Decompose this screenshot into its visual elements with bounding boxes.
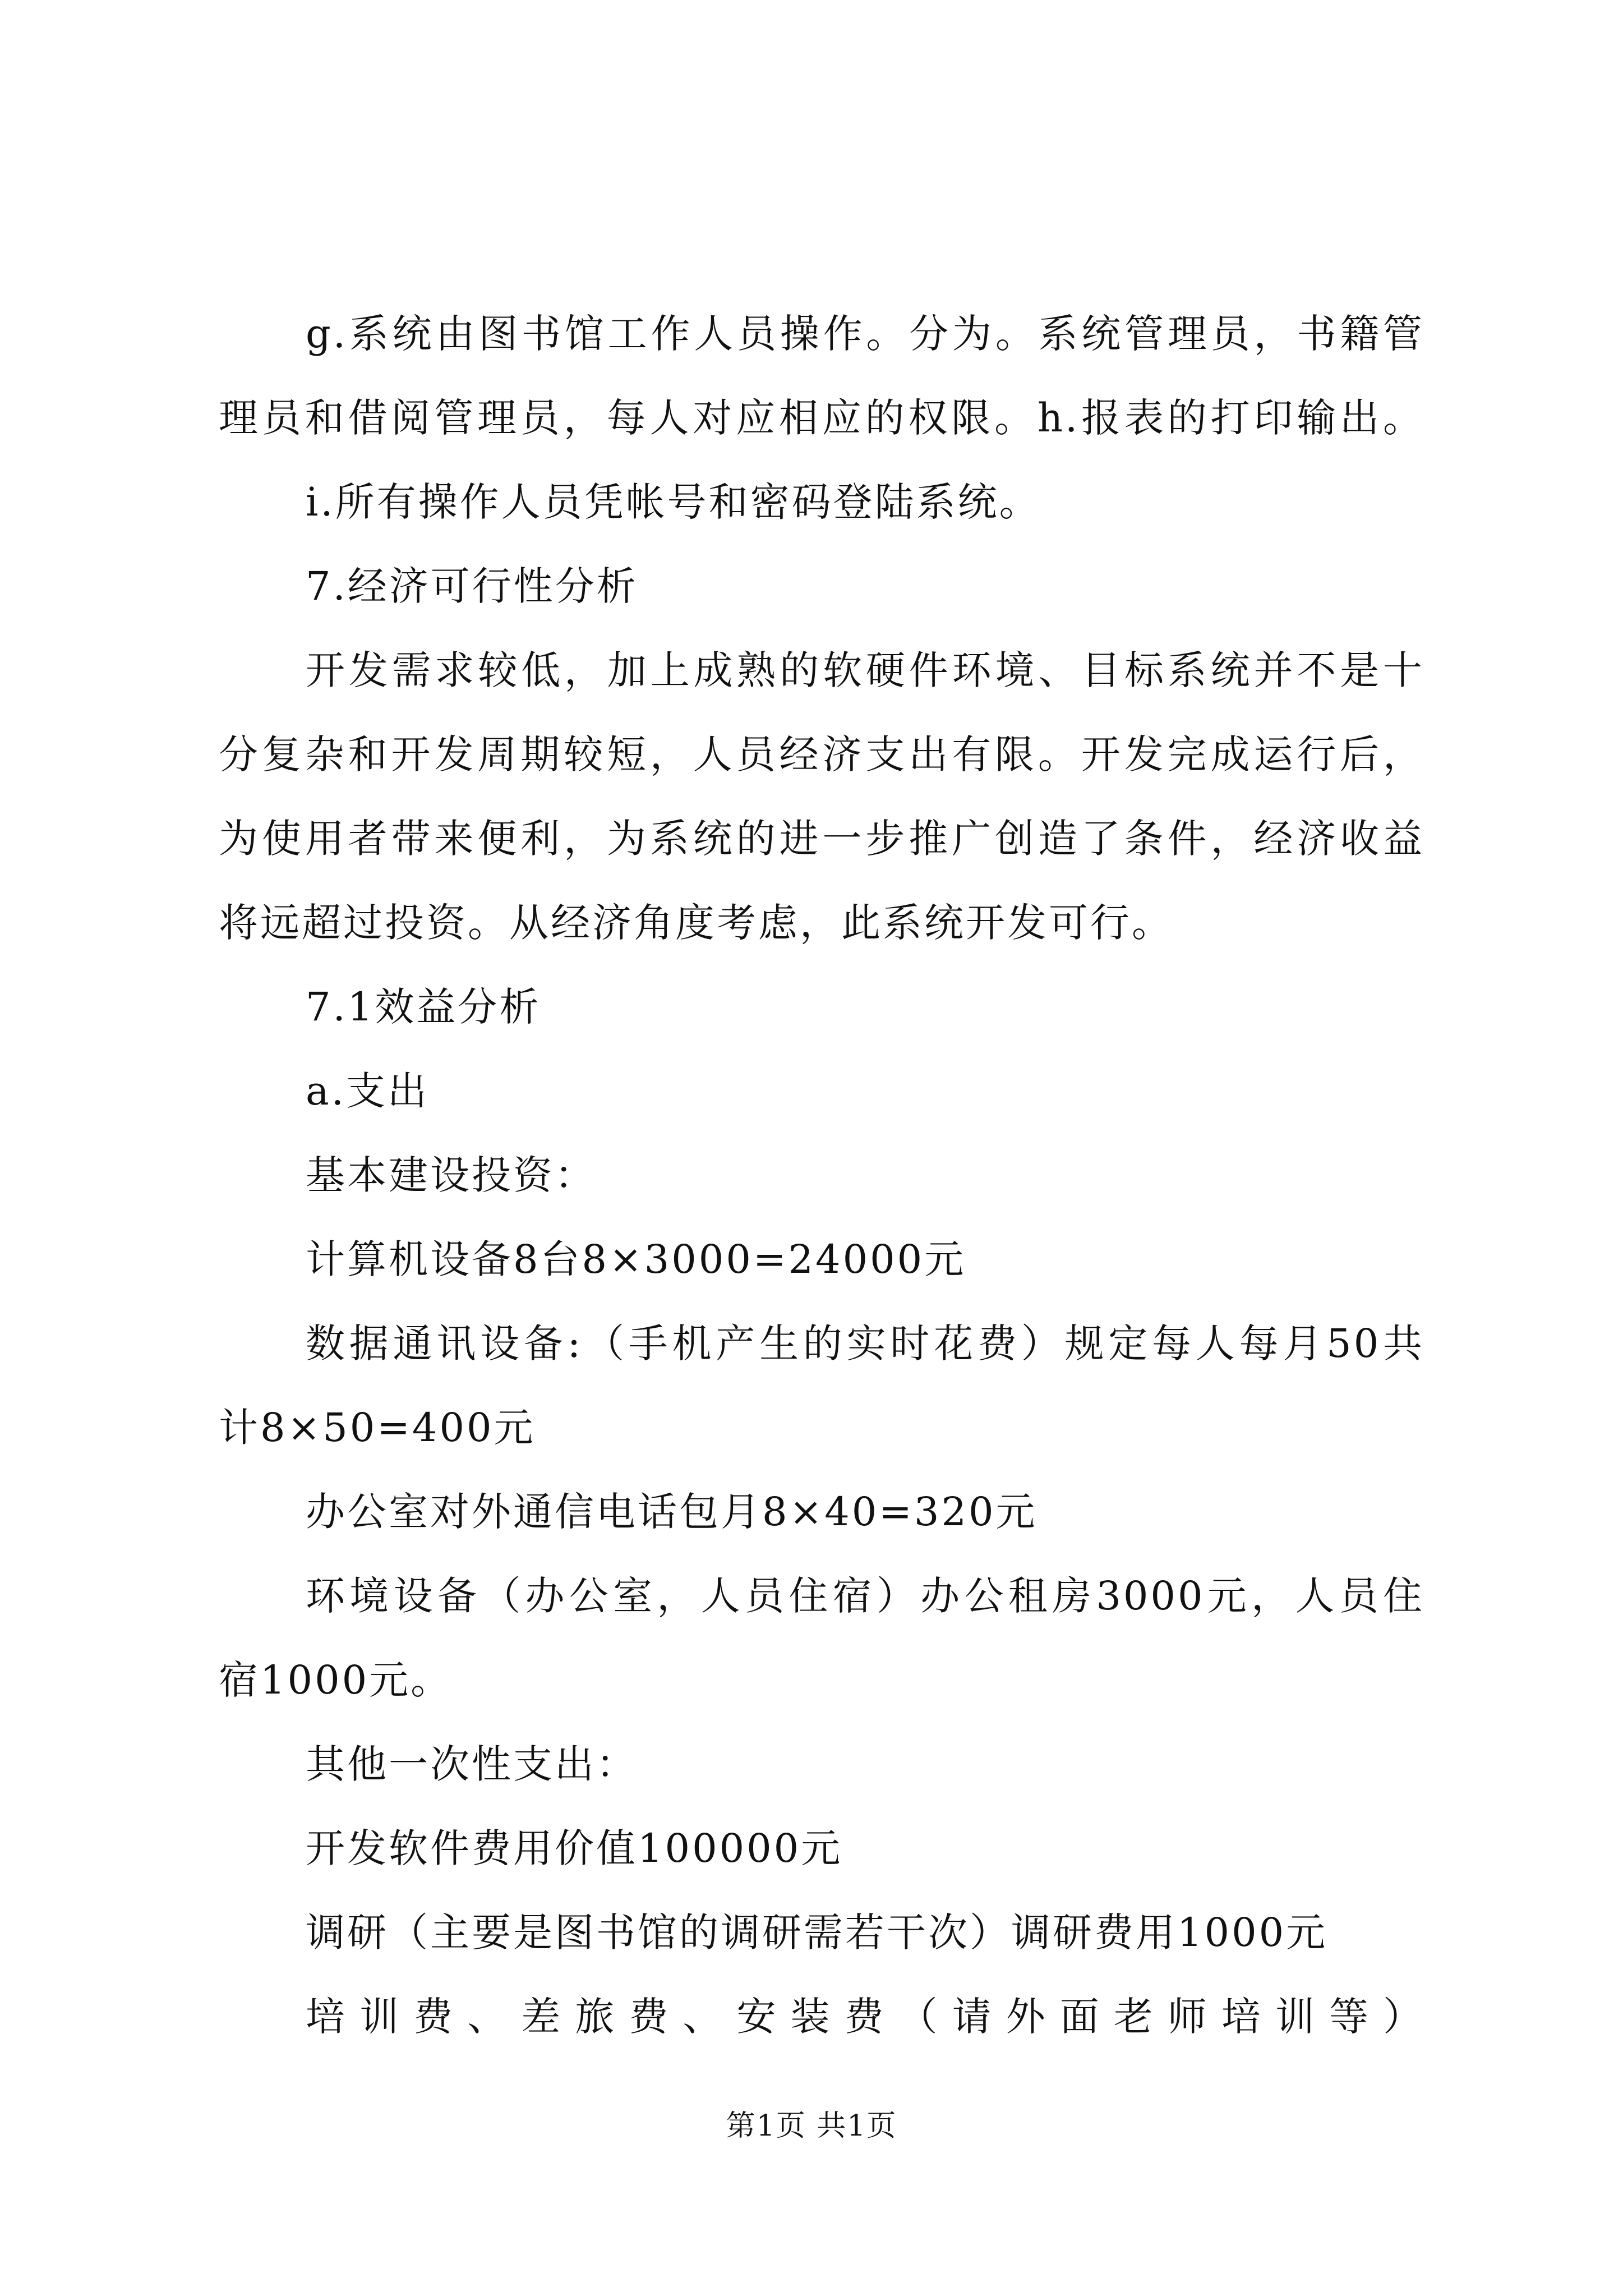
- paragraph-line: 数据通讯设备:（手机产生的实时花费）规定每人每月50共: [306, 1320, 1424, 1366]
- subsection-heading: 7.1效益分析: [306, 984, 541, 1030]
- paragraph-line: 理员和借阅管理员，每人对应相应的权限。h.报表的打印输出。: [219, 395, 1424, 441]
- paragraph-line: 其他一次性支出：: [306, 1741, 638, 1787]
- paragraph-line: i.所有操作人员凭帐号和密码登陆系统。: [306, 479, 1041, 525]
- paragraph-line: 为使用者带来便利，为系统的进一步推广创造了条件，经济收益: [219, 816, 1424, 862]
- paragraph-line: 环境设备（办公室，人员住宿）办公租房3000元，人员住: [306, 1573, 1424, 1619]
- paragraph-line: 宿1000元。: [219, 1657, 453, 1703]
- paragraph-line: 计8×50=400元: [219, 1405, 536, 1451]
- page-footer: 第1页 共1页: [726, 2109, 897, 2143]
- paragraph-line: 培训费、差旅费、安装费（请外面老师培训等）: [306, 1994, 1424, 2040]
- paragraph-line: 分复杂和开发周期较短，人员经济支出有限。开发完成运行后，: [219, 731, 1424, 777]
- paragraph-line: 基本建设投资：: [306, 1152, 596, 1198]
- paragraph-line: g.系统由图书馆工作人员操作。分为。系统管理员，书籍管: [306, 311, 1424, 357]
- section-heading: 7.经济可行性分析: [306, 563, 638, 609]
- list-heading: a.支出: [306, 1068, 429, 1114]
- paragraph-line: 办公室对外通信电话包月8×40=320元: [306, 1489, 1038, 1535]
- paragraph-line: 将远超过投资。从经济角度考虑，此系统开发可行。: [219, 900, 1173, 946]
- paragraph-line: 调研（主要是图书馆的调研需若干次）调研费用1000元: [306, 1910, 1328, 1955]
- paragraph-line: 计算机设备8台8×3000=24000元: [306, 1236, 966, 1282]
- paragraph-line: 开发软件费用价值100000元: [306, 1825, 843, 1871]
- document-body: [219, 292, 1424, 2059]
- paragraph-line: 开发需求较低，加上成熟的软硬件环境、目标系统并不是十: [306, 647, 1424, 693]
